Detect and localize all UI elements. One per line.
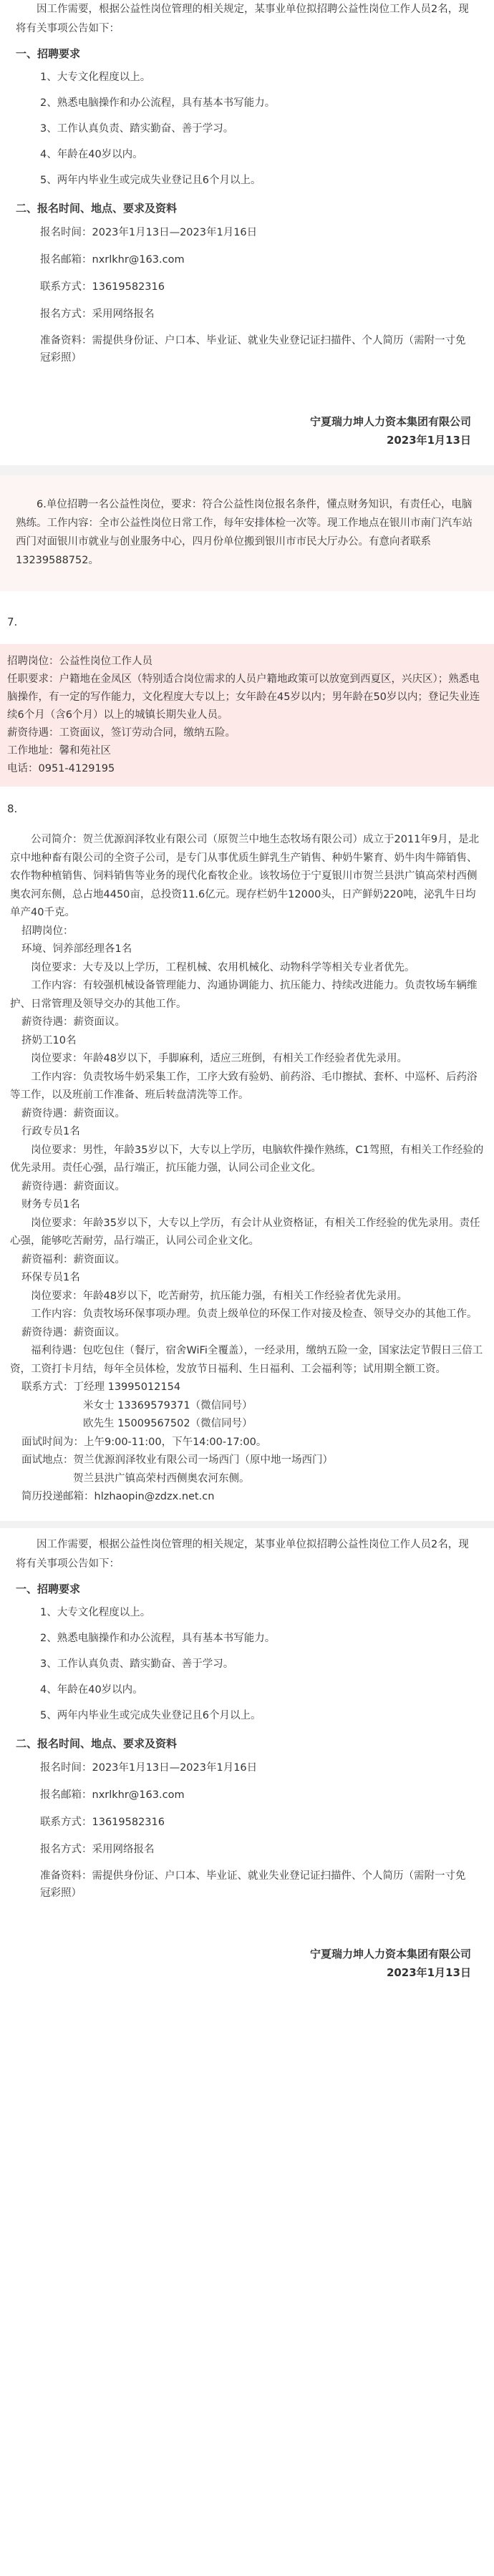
- requirement-item: 2、熟悉电脑操作和办公流程，具有基本书写能力。: [40, 1632, 276, 1644]
- requirement-item: 3、工作认真负责、踏实勤奋、善于学习。: [40, 123, 234, 135]
- job-title: 行政专员1名: [21, 1126, 80, 1137]
- job-title: 环境、饲养部经理各1名: [21, 943, 132, 955]
- notice-date: 2023年1月13日: [386, 1965, 471, 1979]
- requirement-item: 3、工作认真负责、踏实勤奋、善于学习。: [40, 1658, 234, 1670]
- registration-time: 报名时间：2023年1月13日—2023年1月16日: [40, 1761, 258, 1774]
- interview-address: 面试地点：贺兰优源润泽牧业有限公司一场西门（原中地一场西门）: [21, 1454, 333, 1466]
- post-7-requirements: 任职要求：户籍地在金凤区（特别适合岗位需求的人员户籍地政策可以放宽到西夏区，兴庆区）；熟悉电脑操作，有一定的写作能力，文化程度大专以上；女年龄在45岁以内；男年龄在50岁以内；登记失业连续6个月（含6个月）以上的城镇长期失业人员。: [7, 674, 480, 721]
- registration-heading: 二、报名时间、地点、要求及资料: [16, 202, 178, 215]
- job-salary: 薪资待遇：薪资面议。: [21, 1180, 125, 1192]
- requirement-item: 4、年龄在40岁以内。: [40, 1683, 143, 1696]
- job-requirements: 岗位要求：年龄48岁以下，手脚麻利，适应三班倒，有相关工作经验者优先录用。: [31, 1053, 407, 1064]
- contact-info: 欧先生 15009567502（微信同号）: [83, 1418, 253, 1429]
- requirement-item: 5、两年内毕业生或完成失业登记且6个月以上。: [40, 175, 261, 186]
- job-salary: 薪资待遇：薪资面议。: [21, 1016, 125, 1028]
- post-7-address: 工作地址：馨和苑社区: [7, 745, 111, 757]
- job-post-7: [0, 644, 494, 787]
- post-7-phone: 电话：0951-4129195: [7, 763, 115, 774]
- job-content: 工作内容：有较强机械设备管理能力、沟通协调能力、抗压能力、持续改进能力。负责牧场车辆维护、日常管理及领导交办的其他工作。: [10, 980, 478, 1010]
- job-content: 工作内容：负责牧场环保事项办理。负责上级单位的环保工作对接及检查、领导交办的其他工作。: [31, 1308, 478, 1320]
- registration-email: 报名邮箱：nxrlkhr@163.com: [40, 1789, 185, 1801]
- item-number-8: 8.: [7, 802, 18, 815]
- job-title: 环保专员1名: [21, 1272, 80, 1283]
- job-post-8: [0, 831, 494, 1507]
- registration-heading: 二、报名时间、地点、要求及资料: [16, 1736, 178, 1750]
- notice-top: [0, 0, 494, 465]
- required-materials: 准备资料：需提供身份证、户口本、毕业证、就业失业登记证扫描件、个人简历（需附一寸免冠彩照）: [40, 1870, 466, 1899]
- required-materials: 准备资料：需提供身份证、户口本、毕业证、就业失业登记证扫描件、个人简历（需附一寸免冠彩照）: [40, 335, 466, 364]
- notice-date: 2023年1月13日: [386, 434, 471, 447]
- job-title: 财务专员1名: [21, 1199, 80, 1210]
- company-signature: 宁夏瑞力坤人力资本集团有限公司: [309, 415, 471, 428]
- company-intro: 公司简介：贺兰优源润泽牧业有限公司（原贺兰中地生态牧场有限公司）成立于2011年9月，是北京中地种畜有限公司的全资子公司，是专门从事优质生鲜乳生产销售、种奶牛繁育、奶牛肉牛筛销售、农作物种植销售、饲料销售等业务的现代化畜牧企业。该牧场位于宁夏银川市贺兰县洪广镇高荣村西侧奥农河东侧，总占地4450亩，总投资11.6亿元。现存栏奶牛12000头，日产鲜奶220吨，泌乳牛日均单产40千克。: [10, 834, 480, 918]
- resume-email: 简历投递邮箱：hlzhaopin@zdzx.net.cn: [21, 1491, 215, 1502]
- notice-6: [0, 475, 494, 591]
- job-requirements: 岗位要求：大专及以上学历，工程机械、农用机械化、动物科学等相关专业者优先。: [31, 961, 415, 973]
- contact-phone: 联系方式：13619582316: [40, 1816, 165, 1828]
- post-7-title: 招聘岗位：公益性岗位工作人员: [7, 656, 152, 667]
- registration-email: 报名邮箱：nxrlkhr@163.com: [40, 254, 185, 266]
- job-title: 挤奶工10名: [21, 1034, 77, 1046]
- job-requirements: 岗位要求：年龄35岁以下，大专以上学历，有会计从业资格证，有相关工作经验的优先录用。责任心强，能够吃苦耐劳，品行端正，认同公司企业文化。: [10, 1217, 480, 1247]
- contact-info: 联系方式：丁经理 13995012154: [21, 1381, 181, 1393]
- requirements-heading: 一、招聘要求: [16, 47, 81, 60]
- section-divider: [0, 1521, 494, 1528]
- contact-phone: 联系方式：13619582316: [40, 281, 165, 293]
- job-salary: 薪资福利：薪资面议。: [21, 1253, 125, 1265]
- requirement-item: 2、熟悉电脑操作和办公流程，具有基本书写能力。: [40, 97, 276, 109]
- notice-bottom: [0, 1528, 494, 1982]
- item-number-7: 7.: [7, 616, 18, 628]
- section-divider: [0, 465, 494, 475]
- registration-method: 报名方式：采用网络报名: [40, 1843, 155, 1855]
- job-salary: 薪资待遇：薪资面议。: [21, 1326, 125, 1338]
- jobs-heading: 招聘岗位：: [21, 925, 74, 937]
- benefits: 福利待遇：包吃包住（餐厅，宿舍WiFi全覆盖），一经录用，缴纳五险一金，国家法定节假日三倍工资，工资打卡月结，每年全员体检，发放节日福利、生日福利、工会福利等；试用期全额工资。: [10, 1345, 483, 1375]
- notice-6-text: 6.单位招聘一名公益性岗位，要求：符合公益性岗位报名条件，懂点财务知识，有责任心，电脑熟练。工作内容：全市公益性岗位日常工作，每年安排体检一次等。现工作地点在银川市南门汽车站西门对面银川市就业与创业服务中心，四月份单位搬到银川市市民大厅办公。有意向者联系13239588752。: [16, 499, 473, 566]
- job-requirements: 岗位要求：年龄48岁以下，吃苦耐劳，抗压能力强，有相关工作经验者优先录用。: [31, 1290, 407, 1302]
- interview-time: 面试时间为：上午9:00-11:00，下午14:00-17:00。: [21, 1436, 267, 1448]
- notice-intro: 因工作需要，根据公益性岗位管理的相关规定，某事业单位拟招聘公益性岗位工作人员2名，现将有关事项公告如下：: [16, 1538, 469, 1570]
- interview-address: 贺兰县洪广镇高荣村西侧奥农河东侧。: [73, 1472, 250, 1484]
- job-salary: 薪资待遇：薪资面议。: [21, 1107, 125, 1119]
- requirement-item: 4、年龄在40岁以内。: [40, 149, 143, 160]
- registration-method: 报名方式：采用网络报名: [40, 308, 155, 320]
- requirements-heading: 一、招聘要求: [16, 1582, 81, 1595]
- notice-intro: 因工作需要，根据公益性岗位管理的相关规定，某事业单位拟招聘公益性岗位工作人员2名，现将有关事项公告如下：: [16, 4, 469, 34]
- registration-time: 报名时间：2023年1月13日—2023年1月16日: [40, 227, 258, 238]
- post-7-salary: 薪资待遇：工资面议，签订劳动合同，缴纳五险。: [7, 727, 236, 739]
- job-content: 工作内容：负责牧场牛奶采集工作，工序大致有验奶、前药浴、毛巾擦拭、套杯、中巡杯、后药浴等工作，以及班前工作准备、班后转盘清洗等工作。: [10, 1071, 478, 1101]
- company-signature: 宁夏瑞力坤人力资本集团有限公司: [309, 1947, 471, 1960]
- requirement-item: 5、两年内毕业生或完成失业登记且6个月以上。: [40, 1709, 261, 1721]
- requirement-item: 1、大专文化程度以上。: [40, 72, 151, 83]
- job-requirements: 岗位要求：男性，年龄35岁以下，大专以上学历，电脑软件操作熟练，C1驾照，有相关工作经验的优先录用。责任心强，品行端正，抗压能力强，认同公司企业文化。: [10, 1144, 484, 1174]
- requirement-item: 1、大专文化程度以上。: [40, 1606, 151, 1618]
- contact-info: 米女士 13369579371（微信同号）: [83, 1399, 253, 1411]
